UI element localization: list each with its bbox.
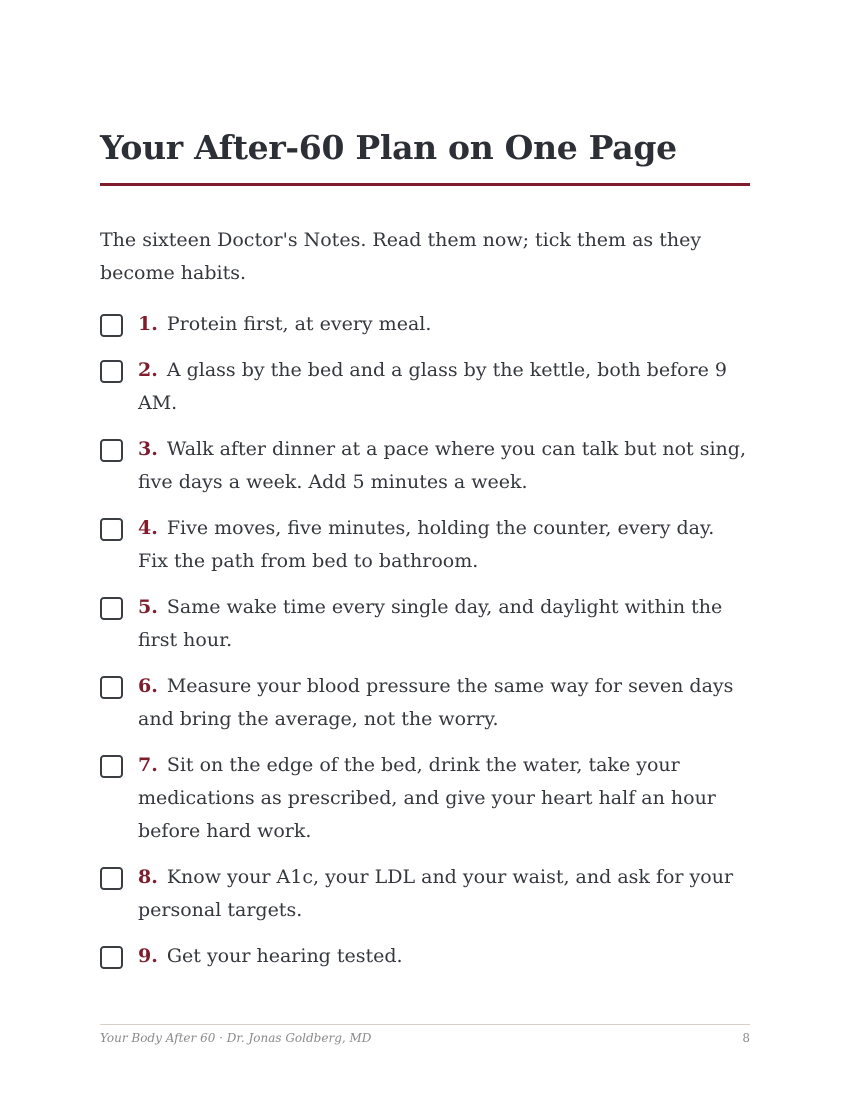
item-label: Get your hearing tested. — [166, 945, 403, 967]
checklist-item-text — [138, 354, 750, 420]
intro-paragraph: The sixteen Doctor's Notes. Read them now; tick them as they become habits. — [100, 229, 702, 284]
checklist-item — [100, 308, 750, 341]
item-label: Know your A1c, your LDL and your waist, and ask for your personal targets. — [138, 866, 734, 921]
checklist-item-text — [138, 670, 750, 736]
item-label: Walk after dinner at a pace where you can talk but not sing, five days a week. Add 5 minutes a week. — [138, 438, 746, 493]
item-label: Protein first, at every meal. — [166, 313, 432, 335]
checklist-item-text — [138, 591, 750, 657]
item-label: A glass by the bed and a glass by the kettle, both before 9 AM. — [138, 359, 728, 414]
checklist-item — [100, 591, 750, 657]
page-title: Your After-60 Plan on One Page — [100, 128, 677, 167]
checklist-item-text — [138, 308, 750, 341]
checkbox[interactable] — [100, 439, 123, 462]
checklist-item — [100, 940, 750, 973]
item-number: 4. — [138, 517, 158, 539]
checkbox[interactable] — [100, 676, 123, 699]
item-number: 1. — [138, 313, 158, 335]
document-page — [100, 0, 750, 1100]
item-label: Five moves, five minutes, holding the counter, every day. Fix the path from bed to bathroom. — [138, 517, 715, 572]
checkbox[interactable] — [100, 597, 123, 620]
page-number: 8 — [742, 1031, 750, 1045]
item-label: Same wake time every single day, and daylight within the first hour. — [138, 596, 723, 651]
item-number: 5. — [138, 596, 158, 618]
item-number: 3. — [138, 438, 158, 460]
checkbox[interactable] — [100, 314, 123, 337]
checkbox[interactable] — [100, 518, 123, 541]
checkbox[interactable] — [100, 867, 123, 890]
checklist-item — [100, 670, 750, 736]
checklist-item-text — [138, 940, 750, 973]
item-number: 9. — [138, 945, 158, 967]
checklist-item — [100, 512, 750, 578]
title-divider — [100, 183, 750, 186]
checkbox[interactable] — [100, 755, 123, 778]
item-label: Measure your blood pressure the same way for seven days and bring the average, not the worry. — [138, 675, 734, 730]
checkbox[interactable] — [100, 946, 123, 969]
footer-divider — [100, 1024, 750, 1025]
checklist-item — [100, 749, 750, 848]
checklist-item-text — [138, 433, 750, 499]
footer-running-title: Your Body After 60 · Dr. Jonas Goldberg, MD — [100, 1031, 372, 1045]
item-number: 8. — [138, 866, 158, 888]
item-number: 2. — [138, 359, 158, 381]
checklist-item-text — [138, 861, 750, 927]
checklist-item — [100, 354, 750, 420]
checklist-item — [100, 861, 750, 927]
checkbox[interactable] — [100, 360, 123, 383]
item-number: 6. — [138, 675, 158, 697]
item-label: Sit on the edge of the bed, drink the water, take your medications as prescribed, and give your heart half an hour before hard work. — [138, 754, 716, 842]
checklist-item-text — [138, 512, 750, 578]
doctors-notes-checklist — [100, 308, 750, 986]
checklist-item-text — [138, 749, 750, 848]
item-number: 7. — [138, 754, 158, 776]
checklist-item — [100, 433, 750, 499]
